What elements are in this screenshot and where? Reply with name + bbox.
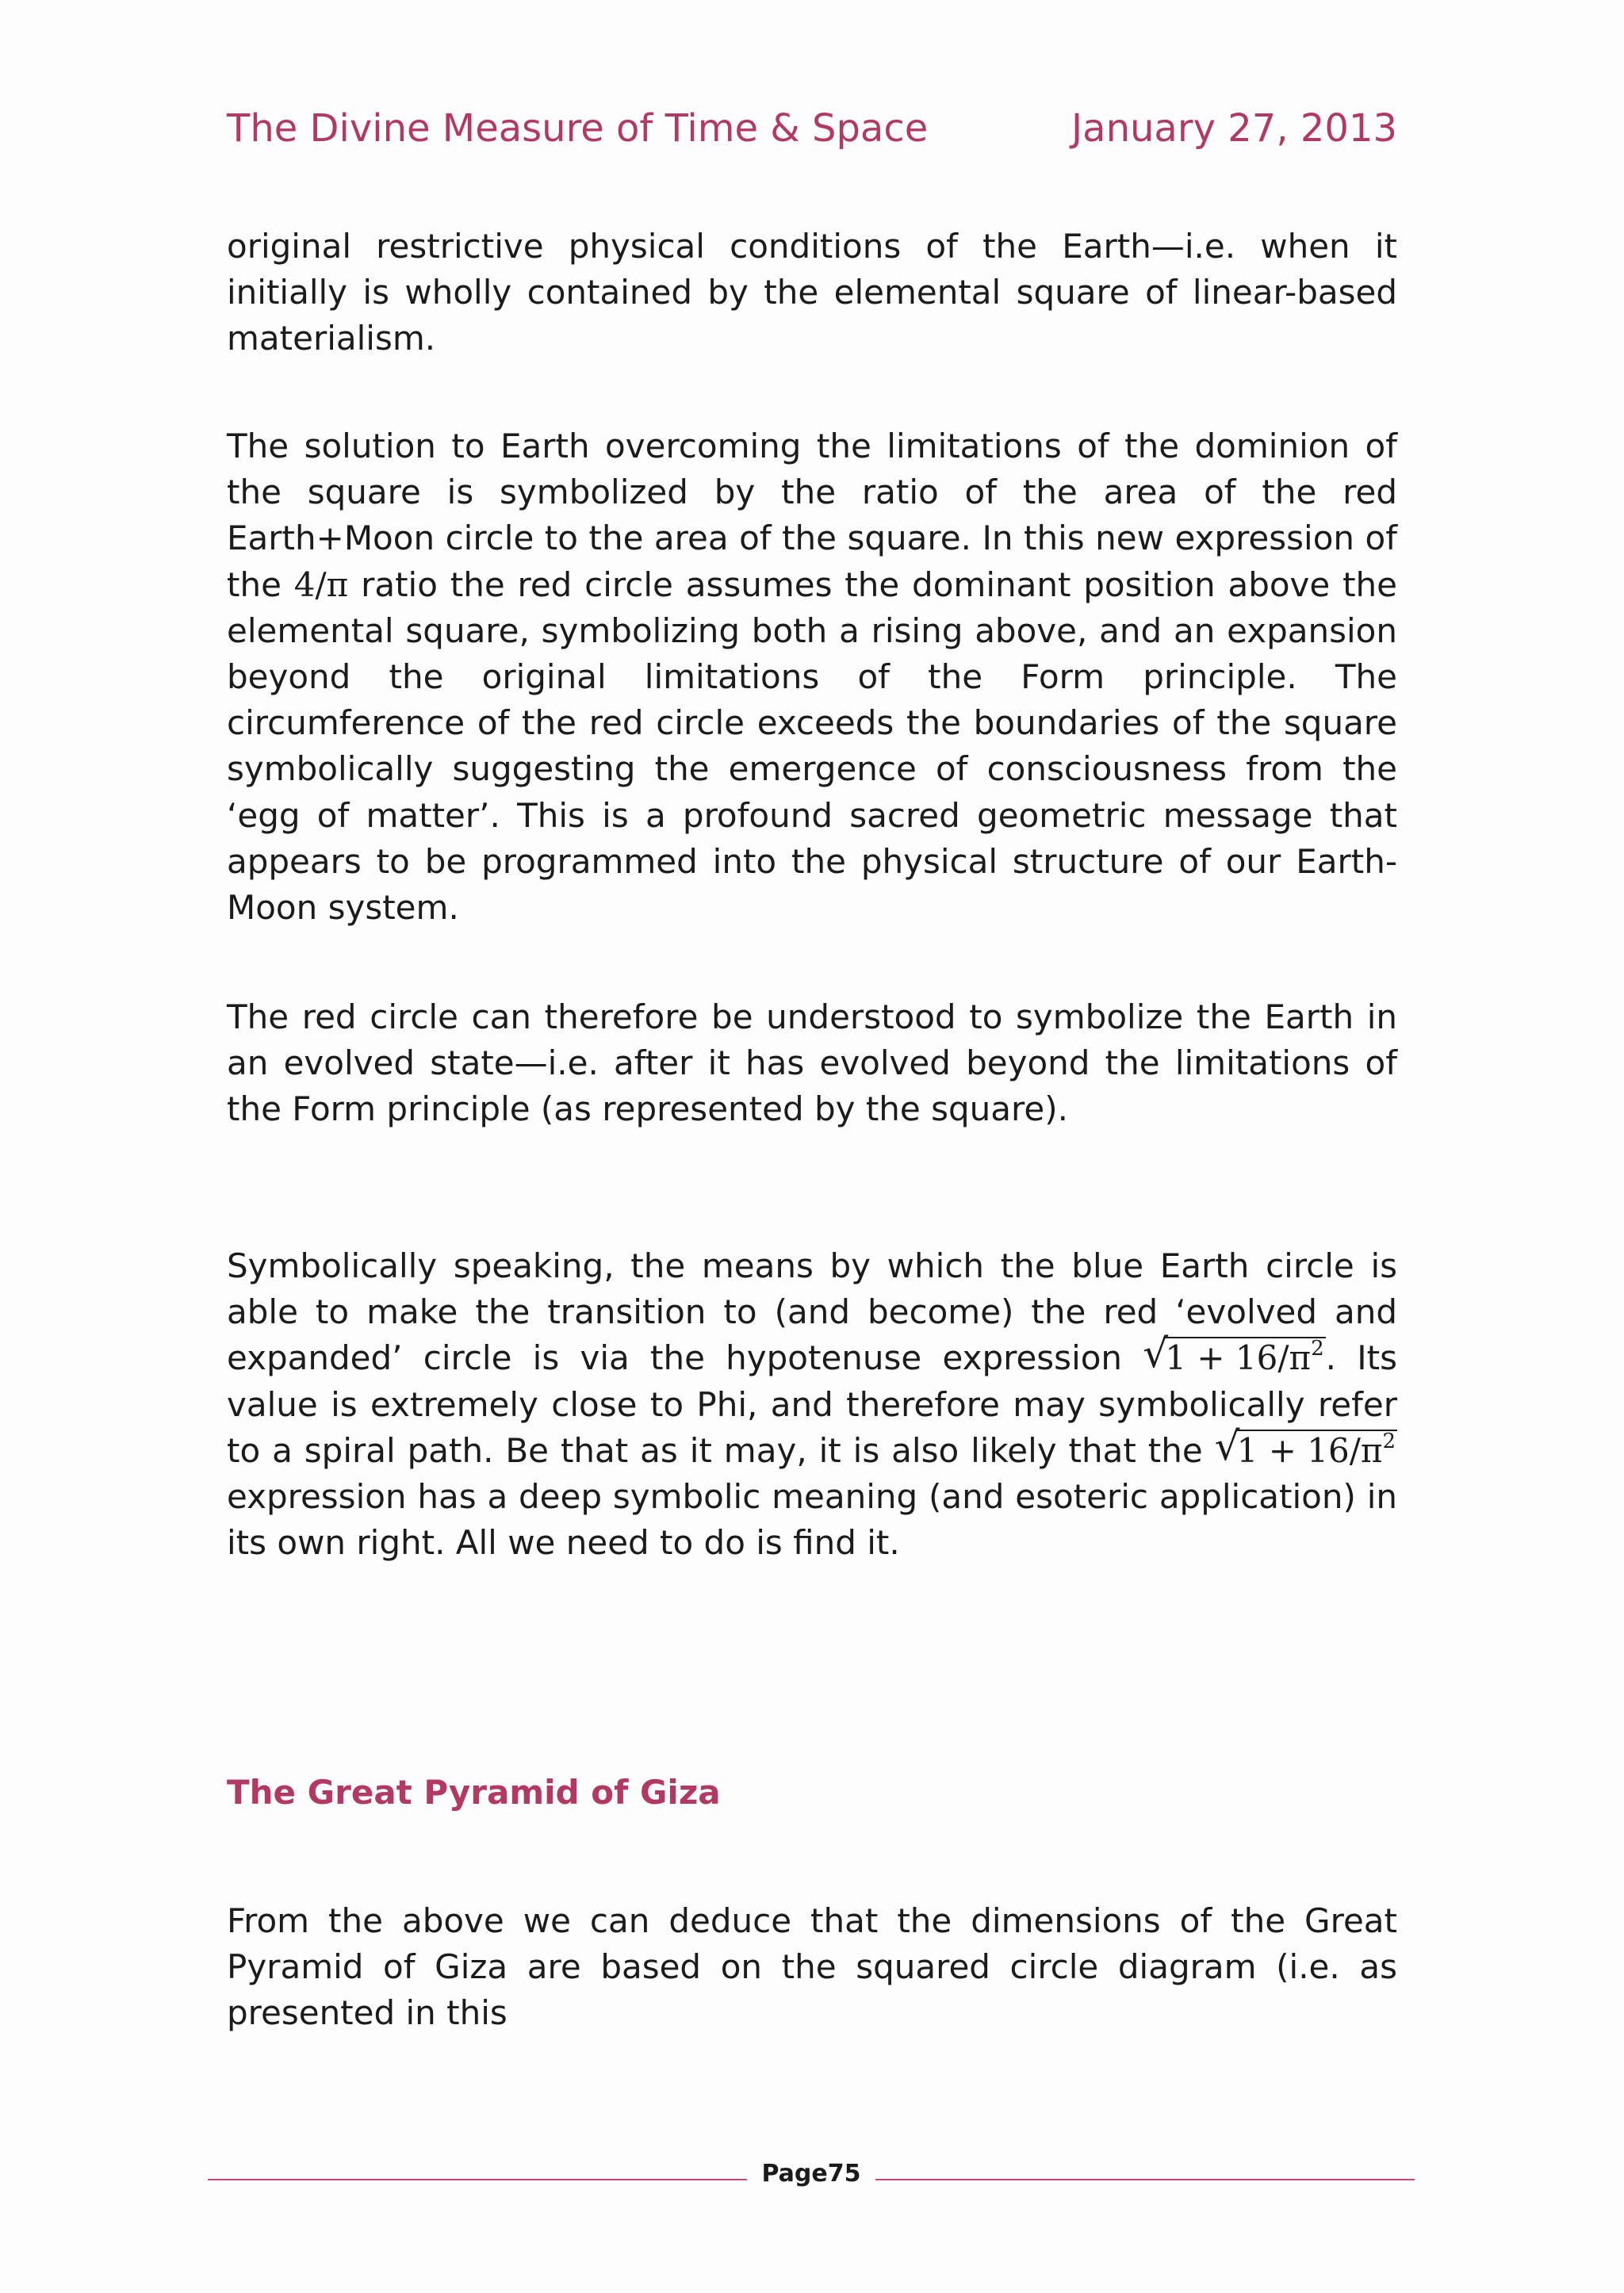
- page-footer: [208, 2158, 1415, 2198]
- hypotenuse-expression-1: [1143, 1330, 1325, 1381]
- radicand-2: 1 + 16/π: [1236, 1430, 1383, 1470]
- exponent-1: 2: [1311, 1337, 1324, 1361]
- paragraph-4-text-c: expression has a deep symbolic meaning (and esoteric application) in its own right. All we need to do is find it.: [227, 1477, 1397, 1563]
- paragraph-3: The red circle can therefore be understood to symbolize the Earth in an evolved state—i.e. after it has evolved beyond the limitations of the Form principle (as represented by the square).: [227, 997, 1397, 1129]
- exponent-2: 2: [1382, 1429, 1396, 1453]
- paragraph-4: [227, 1243, 1397, 1566]
- page-header: [227, 106, 1397, 162]
- page-number: Page75: [761, 2160, 861, 2188]
- ratio-math: 4/π: [293, 565, 349, 604]
- paragraph-5: From the above we can deduce that the dimensions of the Great Pyramid of Giza are based on the squared circle diagram (i.e. as presented in this: [227, 1901, 1397, 2033]
- document-title: The Divine Measure of Time & Space: [227, 106, 929, 151]
- paragraph-2: [227, 423, 1397, 931]
- paragraph-2-text-b: ratio the red circle assumes the dominant position above the elemental square, symbolizing both a rising above, and an expansion beyond the original limitations of the Form principle. The circumference of the red circle exceeds the boundaries of the square symbolically suggesting the emergence of consciousness from the ‘egg of matter’. This is a profound sacred geometric message that appears to be programmed into the physical structure of our Earth-Moon system.: [227, 565, 1397, 928]
- paragraph-2-text-a: The solution to Earth overcoming the limitations of the dominion of the square is symbolized by the ratio of the area of the red Earth+Moon circle to the area of the square. In this new expression of the: [227, 427, 1397, 604]
- radical-sign-icon: √: [1143, 1330, 1169, 1377]
- radical-sign-icon: √: [1214, 1422, 1240, 1469]
- document-date: January 27, 2013: [1071, 106, 1397, 151]
- paragraph-1: original restrictive physical conditions of the Earth—i.e. when it initially is wholly contained by the elemental square of linear-based materialism.: [227, 227, 1397, 358]
- paragraph-4-text-b: . Its value is extremely close to Phi, and therefore may symbolically refer to a spiral path. Be that as it may, it is also likely that the: [227, 1338, 1397, 1470]
- section-heading: The Great Pyramid of Giza: [227, 1773, 721, 1812]
- paragraph-4-text-a: Symbolically speaking, the means by which the blue Earth circle is able to make the transition to (and become) the red ‘evolved and expanded’ circle is via the hypotenuse expression: [227, 1246, 1397, 1378]
- radicand-1: 1 + 16/π: [1165, 1338, 1312, 1378]
- footer-rule-right: [875, 2179, 1415, 2180]
- hypotenuse-expression-2: [1214, 1422, 1397, 1474]
